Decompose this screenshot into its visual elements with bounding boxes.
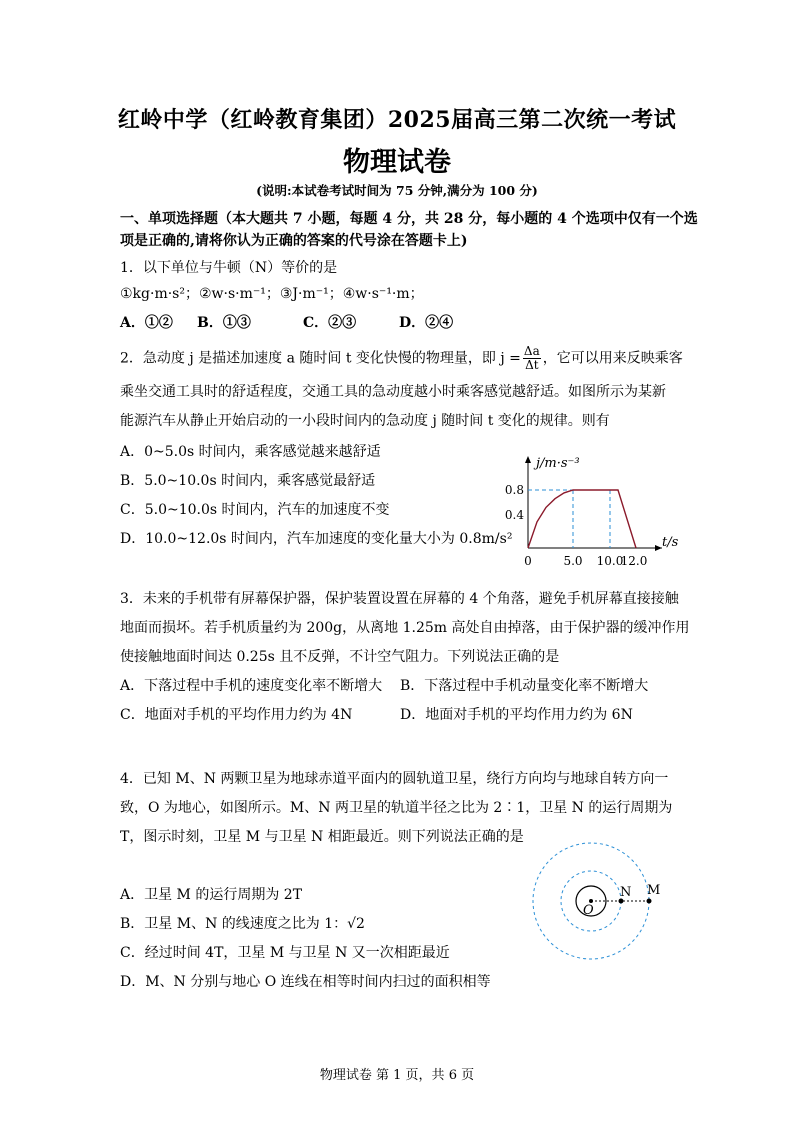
- q2-option-d: D．10.0~12.0s 时间内，汽车加速度的变化量大小为 0.8m/s²: [120, 531, 513, 547]
- x-axis-label: t/s: [662, 535, 679, 550]
- q2-stem-line1: [120, 345, 683, 372]
- y-axis-label: j/m·s⁻³: [536, 456, 580, 471]
- q4-option-c: C．经过时间 4T，卫星 M 与卫星 N 又一次相距最近: [120, 945, 450, 961]
- q2-option-a: A．0~5.0s 时间内，乘客感觉越来越舒适: [120, 444, 381, 460]
- q4-stem-line3: T，图示时刻，卫星 M 与卫星 N 相距最近。则下列说法正确的是: [120, 829, 524, 845]
- q2-fraction-numerator: Δa: [523, 344, 540, 358]
- exam-note: (说明:本试卷考试时间为 75 分钟,满分为 100 分): [256, 183, 538, 198]
- q4-option-b: B．卫星 M、N 的线速度之比为 1：√2: [120, 916, 365, 932]
- q4-stem-line2: 致，O 为地心，如图所示。M、N 两卫星的轨道半径之比为 2∶1，卫星 N 的运行周期为: [120, 800, 673, 816]
- q1-option-c: C．②③: [303, 315, 357, 331]
- q3-option-b: B．下落过程中手机动量变化率不断增大: [400, 678, 649, 694]
- q4-option-a: A．卫星 M 的运行周期为 2T: [120, 887, 303, 903]
- q2-stem-part1: 2．急动度 j 是描述加速度 a 随时间 t 变化快慢的物理量，即 j =: [120, 350, 521, 367]
- q4-orbit-diagram: [528, 838, 661, 964]
- x-tick-0: 0: [524, 553, 532, 568]
- q3-stem-line3: 使接触地面时间达 0.25s 且不反弹，不计空气阻力。下列说法正确的是: [120, 649, 560, 665]
- school-title: 红岭中学（红岭教育集团）2025届高三第二次统一考试: [117, 107, 677, 133]
- q2-option-c: C．5.0~10.0s 时间内，汽车的加速度不变: [120, 502, 390, 518]
- x-tick-5: 5.0: [563, 553, 583, 568]
- q2-jerk-time-graph: [490, 448, 690, 568]
- q3-option-a: A．下落过程中手机的速度变化率不断增大: [120, 678, 383, 694]
- page-footer: 物理试卷 第 1 页，共 6 页: [319, 1068, 475, 1083]
- q2-fraction: [523, 345, 541, 372]
- x-axis-arrow: [655, 545, 662, 551]
- y-axis-arrow: [525, 456, 531, 463]
- section-heading-line1: 一、单项选择题（本大题共 7 小题，每题 4 分，共 28 分，每小题的 4 个选项中仅有一个选: [120, 211, 698, 227]
- y-tick-0-4: 0.4: [504, 508, 524, 522]
- q4-stem-line1: 4．已知 M、N 两颗卫星为地球赤道平面内的圆轨道卫星，绕行方向均与地球自转方向一: [120, 771, 669, 787]
- q4-option-d: D．M、N 分别与地心 O 连线在相等时间内扫过的面积相等: [120, 974, 491, 990]
- q1-stem: 1．以下单位与牛顿（N）等价的是: [120, 260, 338, 276]
- q2-stem-line3: 能源汽车从静止开始启动的一小段时间内的急动度 j 随时间 t 变化的规律。则有: [120, 413, 610, 429]
- jerk-curve: [528, 490, 636, 548]
- label-o: O: [583, 903, 594, 918]
- q2-stem-part2: ，它可以用来反映乘客: [542, 350, 683, 367]
- x-tick-10: 10.0: [596, 553, 624, 568]
- x-tick-12: 12.0: [620, 553, 648, 568]
- q3-option-c: C．地面对手机的平均作用力约为 4N: [120, 707, 353, 723]
- q2-fraction-denominator: Δt: [525, 358, 539, 372]
- q3-stem-line2: 地面而损坏。若手机质量约为 200g，从离地 1.25m 高处自由掉落，由于保护器的缓冲作用: [120, 620, 690, 636]
- q2-stem-line2: 乘坐交通工具时的舒适程度，交通工具的急动度越小时乘客感觉越舒适。如图所示为某新: [120, 384, 666, 400]
- q1-units: ①kg·m·s²；②w·s·m⁻¹；③J·m⁻¹；④w·s⁻¹·m；: [120, 286, 424, 302]
- q1-option-d: D．②④: [399, 315, 454, 331]
- satellite-m: [647, 899, 652, 904]
- q3-stem-line1: 3．未来的手机带有屏幕保护器，保护装置设置在屏幕的 4 个角落，避免手机屏幕直接接触: [120, 591, 679, 607]
- label-m: M: [647, 883, 661, 898]
- q2-option-b: B．5.0~10.0s 时间内，乘客感觉最舒适: [120, 473, 376, 489]
- q1-option-b: B．①③: [197, 315, 251, 331]
- section-heading-line2: 项是正确的,请将你认为正确的答案的代号涂在答题卡上): [120, 233, 468, 249]
- q1-option-a: A．①②: [120, 315, 173, 331]
- paper-title: 物理试卷: [343, 147, 451, 178]
- label-n: N: [620, 885, 632, 900]
- q3-option-d: D．地面对手机的平均作用力约为 6N: [400, 707, 633, 723]
- y-tick-0-8: 0.8: [504, 483, 524, 497]
